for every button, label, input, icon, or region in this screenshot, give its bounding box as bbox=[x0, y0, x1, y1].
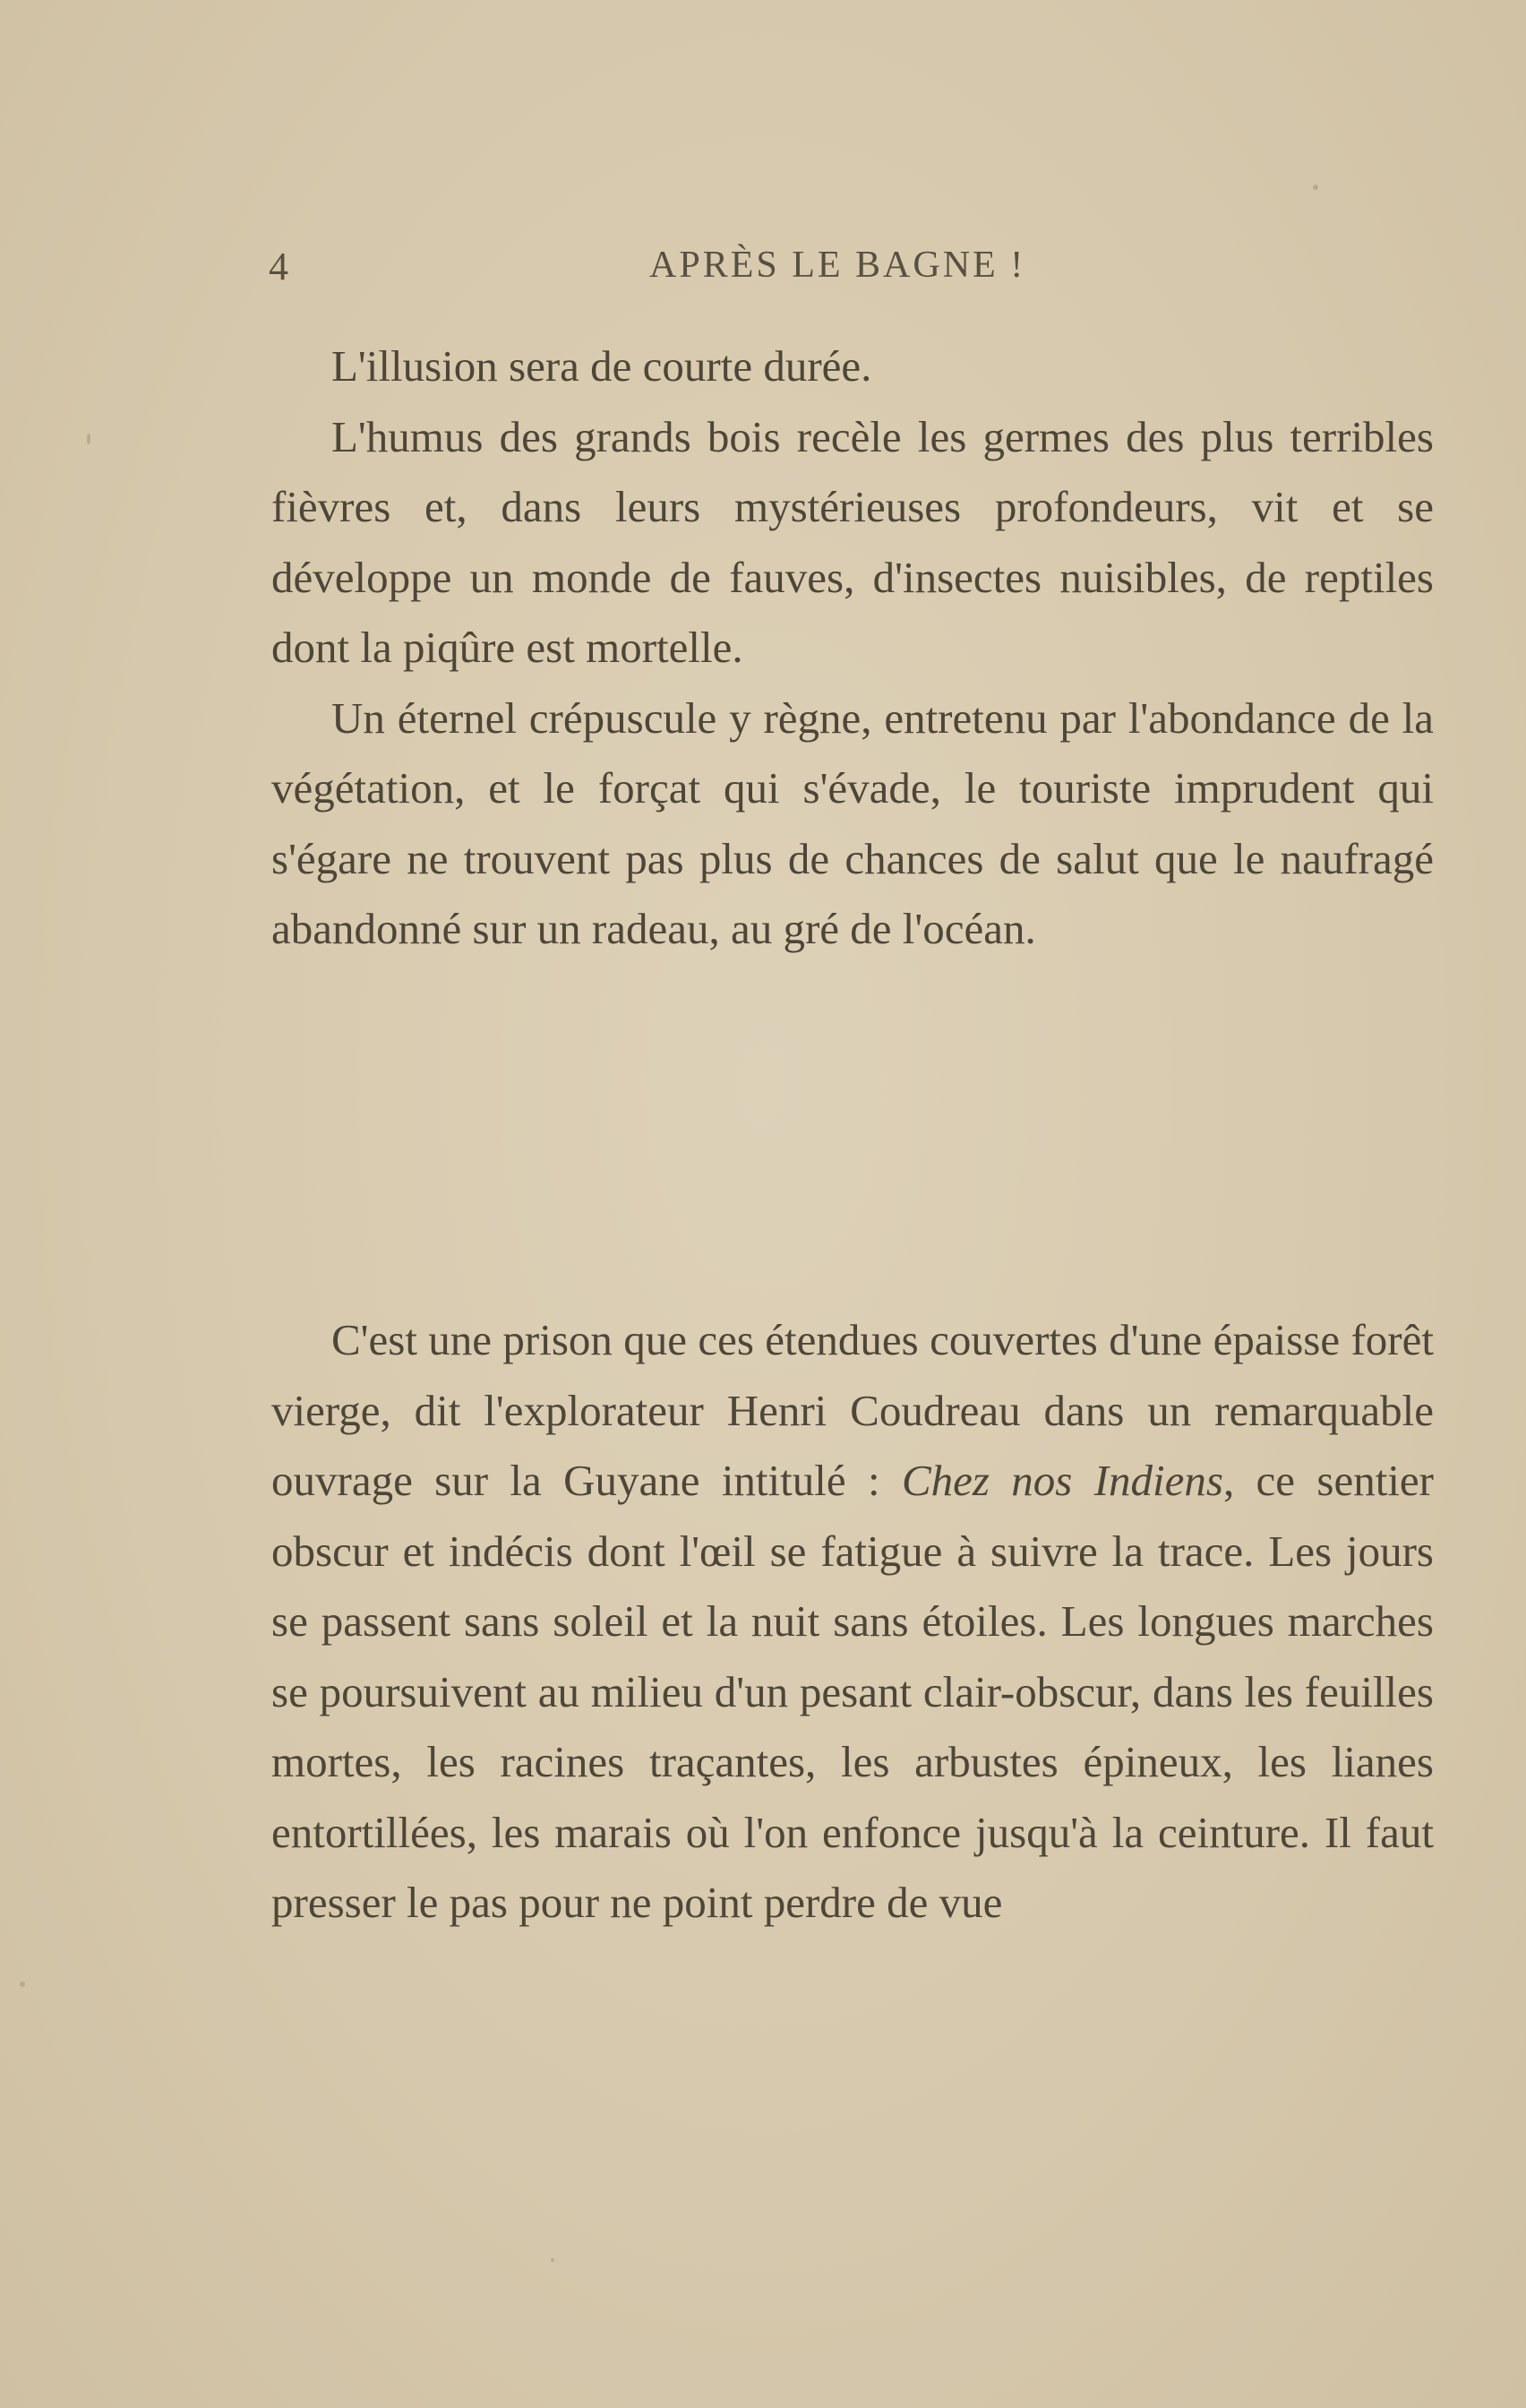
paragraph-2: L'humus des grands bois recèle les germes des plus terribles fièvres et, dans leurs mystérieuses profondeurs, vit et se développe un monde de fauves, d'insectes nuisibles, de reptiles dont la piqûre est mortelle. bbox=[271, 411, 1434, 672]
paper-speck bbox=[20, 1982, 25, 1987]
paper-speck bbox=[551, 2258, 554, 2262]
paper-speck bbox=[1313, 185, 1318, 190]
paragraph-4 bbox=[271, 1305, 1434, 1939]
text-block-upper bbox=[271, 331, 1434, 965]
book-title-italic: Chez nos Indiens bbox=[901, 1456, 1223, 1505]
paragraph-4-end: , ce sentier obscur et indécis dont l'œil se fatigue à suivre la trace. Les jours se passent sans soleil et la nuit sans étoiles. Les longues marches se poursuivent au milieu d'un pesant clair-obscur, dans les feuilles mortes, les racines traçantes, les arbustes épineux, les lianes entortillées, les marais où l'on enfonce jusqu'à la ceinture. Il faut presser le pas pour ne point perdre de vue bbox=[271, 1456, 1434, 1927]
text-block-lower bbox=[271, 1305, 1434, 1939]
paragraph-4-start: C'est une prison que ces étendues couvertes d'une épaisse forêt vierge, dit l'explorateur Henri Coudreau dans un remarquable ouvrage sur la Guyane intitulé : bbox=[271, 1315, 1434, 1505]
page-number: 4 bbox=[269, 245, 289, 288]
running-head bbox=[269, 244, 1435, 297]
paragraph-3: Un éternel crépuscule y règne, entretenu par l'abondance de la végétation, et le forçat qui s'évade, le touriste imprudent qui s'égare ne trouvent pas plus de chances de salut que le naufragé abandonné sur un radeau, au gré de l'océan. bbox=[271, 692, 1434, 953]
running-title: APRÈS LE BAGNE ! bbox=[649, 245, 1026, 286]
paragraph-1: L'illusion sera de courte durée. bbox=[331, 341, 872, 391]
paper-speck bbox=[87, 434, 90, 444]
